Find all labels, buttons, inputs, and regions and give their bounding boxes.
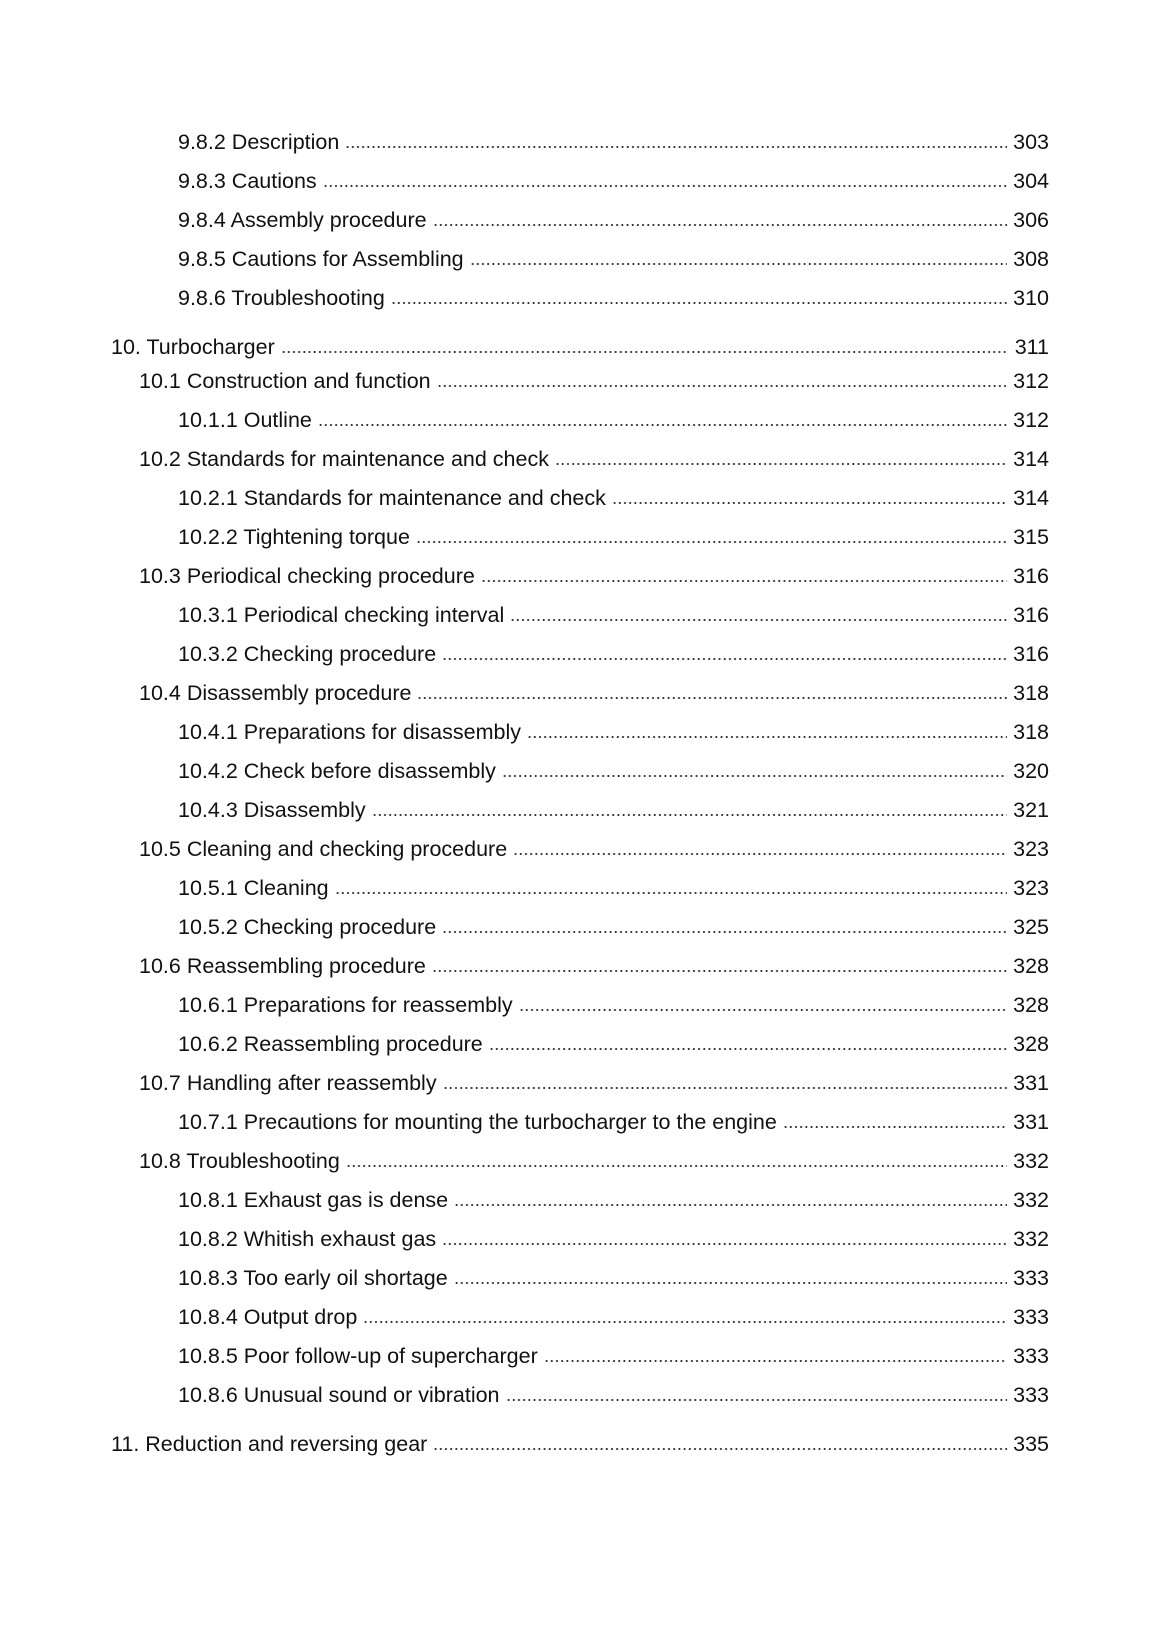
toc-entry-page-number: 333 xyxy=(1013,1383,1049,1407)
toc-entry[interactable] xyxy=(178,1380,1049,1410)
dot-leader xyxy=(433,1446,1007,1452)
dot-leader xyxy=(506,1397,1007,1403)
dot-leader xyxy=(323,183,1007,189)
dot-leader xyxy=(416,539,1007,545)
toc-entry-title: 10.8 Troubleshooting xyxy=(139,1149,340,1173)
toc-entry-page-number: 314 xyxy=(1013,486,1049,510)
toc-entry-title: 10.8.1 Exhaust gas is dense xyxy=(178,1188,449,1212)
dot-leader xyxy=(513,851,1007,857)
toc-entry[interactable] xyxy=(178,127,1049,157)
toc-entry-page-number: 323 xyxy=(1013,837,1049,861)
dot-leader xyxy=(544,1358,1007,1364)
toc-entry[interactable] xyxy=(178,405,1049,435)
toc-entry-page-number: 306 xyxy=(1013,208,1049,232)
toc-entry[interactable] xyxy=(178,990,1049,1020)
toc-entry-title: 10.5.2 Checking procedure xyxy=(178,915,437,939)
toc-entry-title: 9.8.2 Description xyxy=(178,130,340,154)
toc-entry-title: 10.8.6 Unusual sound or vibration xyxy=(178,1383,500,1407)
toc-entry[interactable] xyxy=(111,1429,1049,1459)
dot-leader xyxy=(612,500,1007,506)
toc-entry[interactable] xyxy=(139,366,1049,396)
toc-entry[interactable] xyxy=(178,166,1049,196)
toc-entry-page-number: 312 xyxy=(1013,369,1049,393)
toc-entry[interactable] xyxy=(178,1302,1049,1332)
dot-leader xyxy=(281,349,1007,355)
toc-entry[interactable] xyxy=(178,522,1049,552)
toc-entry-title: 10.3 Periodical checking procedure xyxy=(139,564,475,588)
toc-entry[interactable] xyxy=(178,483,1049,513)
toc-entry[interactable] xyxy=(139,444,1049,474)
toc-entry-title: 11. Reduction and reversing gear xyxy=(111,1432,428,1456)
dot-leader xyxy=(519,1007,1007,1013)
toc-entry-title: 10. Turbocharger xyxy=(111,335,275,359)
dot-leader xyxy=(783,1124,1007,1130)
toc-entry-page-number: 332 xyxy=(1013,1227,1049,1251)
toc-entry[interactable] xyxy=(178,1107,1049,1137)
toc-entry[interactable] xyxy=(139,1146,1049,1176)
toc-entry[interactable] xyxy=(178,1263,1049,1293)
toc-entry-title: 10.6.2 Reassembling procedure xyxy=(178,1032,483,1056)
toc-entry[interactable] xyxy=(178,1224,1049,1254)
toc-entry-title: 10.5 Cleaning and checking procedure xyxy=(139,837,508,861)
dot-leader xyxy=(417,695,1007,701)
toc-entry-page-number: 323 xyxy=(1013,876,1049,900)
toc-entry-page-number: 333 xyxy=(1013,1305,1049,1329)
toc-entry[interactable] xyxy=(139,951,1049,981)
toc-entry-title: 10.5.1 Cleaning xyxy=(178,876,329,900)
dot-leader xyxy=(527,734,1007,740)
toc-entry[interactable] xyxy=(139,561,1049,591)
toc-entry-title: 10.4.2 Check before disassembly xyxy=(178,759,496,783)
toc-entry[interactable] xyxy=(178,873,1049,903)
dot-leader xyxy=(437,383,1007,389)
toc-entry[interactable] xyxy=(139,1068,1049,1098)
toc-entry-title: 10.8.4 Output drop xyxy=(178,1305,358,1329)
toc-entry-title: 10.1 Construction and function xyxy=(139,369,431,393)
toc-entry[interactable] xyxy=(111,332,1049,362)
toc-entry-title: 10.7 Handling after reassembly xyxy=(139,1071,437,1095)
dot-leader xyxy=(318,422,1007,428)
dot-leader xyxy=(443,1085,1007,1091)
dot-leader xyxy=(454,1280,1007,1286)
dot-leader xyxy=(489,1046,1007,1052)
dot-leader xyxy=(372,812,1007,818)
toc-entry-title: 10.3.2 Checking procedure xyxy=(178,642,437,666)
dot-leader xyxy=(510,617,1007,623)
toc-entry-title: 10.4.1 Preparations for disassembly xyxy=(178,720,521,744)
dot-leader xyxy=(454,1202,1007,1208)
toc-entry[interactable] xyxy=(178,756,1049,786)
toc-entry[interactable] xyxy=(139,678,1049,708)
dot-leader xyxy=(346,1163,1007,1169)
toc-entry[interactable] xyxy=(178,717,1049,747)
toc-entry-page-number: 316 xyxy=(1013,603,1049,627)
dot-leader xyxy=(442,1241,1007,1247)
toc-entry-title: 9.8.6 Troubleshooting xyxy=(178,286,385,310)
toc-entry-title: 10.2.1 Standards for maintenance and check xyxy=(178,486,606,510)
toc-entry-page-number: 304 xyxy=(1013,169,1049,193)
dot-leader xyxy=(335,890,1007,896)
dot-leader xyxy=(391,300,1007,306)
toc-entry[interactable] xyxy=(139,834,1049,864)
dot-leader xyxy=(470,261,1007,267)
toc-entry-page-number: 318 xyxy=(1013,681,1049,705)
toc-entry[interactable] xyxy=(178,1341,1049,1371)
toc-entry-title: 10.2.2 Tightening torque xyxy=(178,525,410,549)
toc-entry-title: 10.3.1 Periodical checking interval xyxy=(178,603,505,627)
toc-entry-title: 10.6 Reassembling procedure xyxy=(139,954,426,978)
toc-entry[interactable] xyxy=(178,600,1049,630)
toc-entry-page-number: 318 xyxy=(1013,720,1049,744)
dot-leader xyxy=(481,578,1007,584)
toc-entry-page-number: 331 xyxy=(1013,1071,1049,1095)
toc-entry-page-number: 314 xyxy=(1013,447,1049,471)
toc-entry-title: 10.8.2 Whitish exhaust gas xyxy=(178,1227,437,1251)
toc-entry-page-number: 333 xyxy=(1013,1344,1049,1368)
dot-leader xyxy=(363,1319,1007,1325)
toc-entry-title: 10.8.3 Too early oil shortage xyxy=(178,1266,448,1290)
toc-entry-title: 10.1.1 Outline xyxy=(178,408,312,432)
toc-entry[interactable] xyxy=(178,639,1049,669)
toc-entry[interactable] xyxy=(178,283,1049,313)
toc-entry-page-number: 321 xyxy=(1013,798,1049,822)
dot-leader xyxy=(442,929,1007,935)
toc-entry-page-number: 315 xyxy=(1013,525,1049,549)
toc-entry-page-number: 312 xyxy=(1013,408,1049,432)
toc-entry-page-number: 333 xyxy=(1013,1266,1049,1290)
toc-entry[interactable] xyxy=(178,205,1049,235)
toc-entry-title: 9.8.4 Assembly procedure xyxy=(178,208,427,232)
toc-entry-title: 10.4 Disassembly procedure xyxy=(139,681,412,705)
dot-leader xyxy=(442,656,1007,662)
toc-entry-page-number: 328 xyxy=(1013,993,1049,1017)
toc-entry-page-number: 332 xyxy=(1013,1188,1049,1212)
toc-entry-page-number: 316 xyxy=(1013,564,1049,588)
toc-entry[interactable] xyxy=(178,795,1049,825)
toc-entry-page-number: 320 xyxy=(1013,759,1049,783)
toc-entry-title: 9.8.3 Cautions xyxy=(178,169,317,193)
toc-entry-page-number: 331 xyxy=(1013,1110,1049,1134)
toc-entry-title: 10.8.5 Poor follow-up of supercharger xyxy=(178,1344,538,1368)
toc-entry-page-number: 311 xyxy=(1014,335,1049,359)
dot-leader xyxy=(555,461,1007,467)
toc-entry[interactable] xyxy=(178,244,1049,274)
toc-entry-page-number: 332 xyxy=(1013,1149,1049,1173)
toc-entry-page-number: 335 xyxy=(1013,1432,1049,1456)
dot-leader xyxy=(433,222,1007,228)
toc-entry-title: 10.6.1 Preparations for reassembly xyxy=(178,993,513,1017)
toc-entry-title: 10.7.1 Precautions for mounting the turbocharger to the engine xyxy=(178,1110,777,1134)
toc-entry[interactable] xyxy=(178,1029,1049,1059)
dot-leader xyxy=(502,773,1007,779)
toc-entry-page-number: 325 xyxy=(1013,915,1049,939)
toc-entry-page-number: 316 xyxy=(1013,642,1049,666)
toc-entry-page-number: 308 xyxy=(1013,247,1049,271)
toc-entry-title: 10.4.3 Disassembly xyxy=(178,798,366,822)
dot-leader xyxy=(345,144,1007,150)
toc-entry-page-number: 303 xyxy=(1013,130,1049,154)
toc-entry[interactable] xyxy=(178,1185,1049,1215)
toc-entry-title: 10.2 Standards for maintenance and check xyxy=(139,447,549,471)
toc-entry-page-number: 328 xyxy=(1013,954,1049,978)
dot-leader xyxy=(432,968,1007,974)
toc-entry-page-number: 328 xyxy=(1013,1032,1049,1056)
toc-entry-title: 9.8.5 Cautions for Assembling xyxy=(178,247,464,271)
toc-entry[interactable] xyxy=(178,912,1049,942)
toc-entry-page-number: 310 xyxy=(1013,286,1049,310)
